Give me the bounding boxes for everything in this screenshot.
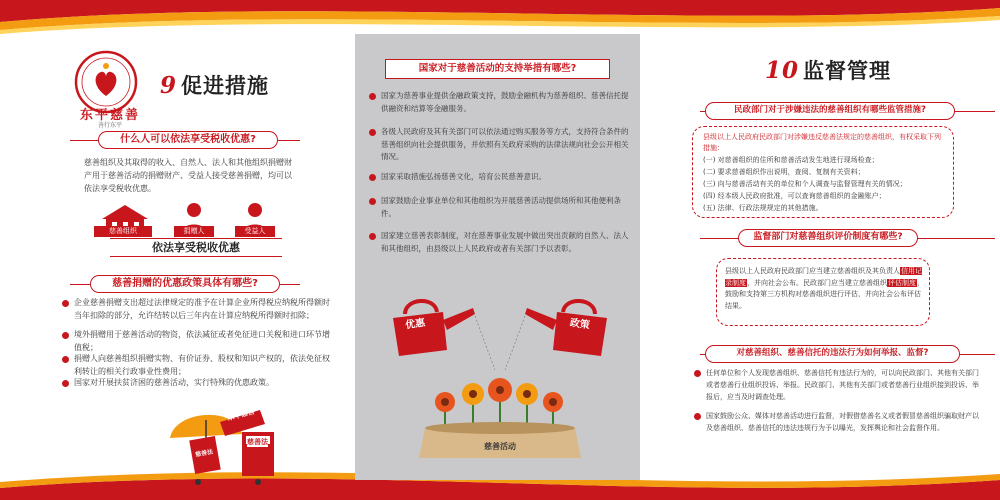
- support-measure-item: 国家建立慈善表彰制度，对在慈善事业发展中做出突出贡献的自然人、法人和其他组织，由县级以上人民政府或者有关部门予以表彰。: [369, 230, 629, 255]
- section-9-title: [160, 70, 269, 100]
- illustration-book-left: 慈善法: [194, 448, 214, 459]
- report-violation-item: 国家鼓励公众、媒体对慈善活动进行监督，对假借慈善名义或者假冒慈善组织骗取财产以及慈善组织、慈善信托的违法违规行为予以曝光，发挥舆论和社会监督作用。: [694, 410, 984, 434]
- support-measures-title: 国家对于慈善活动的支持举措有哪些?: [385, 59, 610, 79]
- regulatory-measures-intro: 县级以上人民政府民政部门对涉嫌违反慈善法规定的慈善组织，有权采取下列措施：: [703, 133, 941, 152]
- flower-bed-label: 慈善活动: [484, 442, 516, 451]
- evaluation-system-box: [716, 258, 930, 326]
- question-evaluation-system-title: 监督部门对慈善组织评价制度有哪些?: [738, 229, 918, 247]
- donation-policy-item: 国家对开展扶贫济困的慈善活动，实行特殊的优惠政策。: [62, 377, 334, 390]
- panel-support-measures: [355, 34, 640, 480]
- watering-can-right-label: 政策: [569, 317, 591, 332]
- icon-label-charity-org: 慈善组织: [94, 226, 152, 237]
- section-10-title: [765, 55, 891, 85]
- credit-record-highlight: 信用记录制度: [725, 267, 922, 287]
- regulatory-measure-item: (四) 经本级人民政府批准，可以查询慈善组织的金融账户；: [703, 192, 886, 200]
- illustration-banner-text: 东平慈善: [226, 407, 256, 423]
- support-measure-item: 各级人民政府及其有关部门可以依法通过购买服务等方式，支持符合条件的慈善组织向社会提供服务，并依照有关政府采购的法律法规向社会公开相关情况。: [369, 126, 629, 164]
- evaluation-text-part: 县级以上人民政府民政部门应当建立慈善组织及其负责人: [725, 267, 900, 275]
- brand-slogan: 善行东平: [97, 122, 122, 129]
- support-measure-item: 国家采取措施弘扬慈善文化，培育公民慈善意识。: [369, 171, 629, 184]
- panel-supervision: [660, 0, 1000, 500]
- support-measure-item: 国家鼓励企业事业单位和其他组织为开展慈善活动提供场所和其他便利条件。: [369, 195, 629, 220]
- evaluation-system-highlight: 评估制度: [888, 278, 916, 287]
- brand-name: 东平慈善: [79, 108, 140, 123]
- question-donation-policies-title: 慈善捐赠的优惠政策具体有哪些?: [90, 275, 280, 293]
- charity-law-illustration: [150, 390, 300, 490]
- regulatory-measures-box: [692, 126, 954, 218]
- evaluation-text-part: ，并向社会公布。民政部门应当建立慈善组织: [747, 278, 887, 287]
- regulatory-measure-item: (三) 向与慈善活动有关的单位和个人调查与监督管理有关的情况；: [703, 180, 907, 188]
- donation-policy-item: 企业慈善捐赠支出超过法律规定的准予在计算企业所得税应纳税所得额时当年扣除的部分，允许结转以后三年内在计算应纳税所得额时扣除；: [62, 297, 334, 322]
- section-9-number: 9: [160, 72, 178, 99]
- donation-policy-item: 捐赠人向慈善组织捐赠实物、有价证券、股权和知识产权的，依法免征权利转让的相关行政事业性费用；: [62, 353, 334, 378]
- icon-label-donor: 捐赠人: [174, 226, 214, 237]
- tax-incentive-text: 慈善组织及其取得的收入、自然人、法人和其他组织捐赠财产用于慈善活动的捐赠财产、受益人接受慈善捐赠，均可以依法享受税收优惠。: [84, 158, 292, 193]
- support-measure-item: 国家为慈善事业提供金融政策支持，鼓励金融机构为慈善组织、慈善信托提供融资和结算等金融服务。: [369, 90, 629, 115]
- regulatory-measure-item: (一) 对慈善组织的住所和慈善活动发生地进行现场检查；: [703, 156, 879, 164]
- report-violation-item: 任何单位和个人发现慈善组织、慈善信托有违法行为的，可以向民政部门、其他有关部门或者慈善行业组织投诉、举报。民政部门、其他有关部门或者慈善行业组织接到投诉、举报后，应当及时调查处理。: [694, 367, 984, 403]
- watering-can-left-label: 优惠: [404, 317, 426, 332]
- illustration-book-right: 慈善法: [247, 438, 268, 446]
- evaluation-system-text: [725, 266, 925, 312]
- regulatory-measure-item: (五) 法律、行政法规规定的其他措施。: [703, 204, 823, 212]
- regulatory-measure-item: (二) 要求慈善组织作出说明，查阅、复制有关资料；: [703, 168, 865, 176]
- tax-incentive-banner: 依法享受税收优惠: [110, 238, 282, 257]
- question-tax-incentive-title: 什么人可以依法享受税收优惠?: [98, 131, 278, 149]
- question-report-violations-title: 对慈善组织、慈善信托的违法行为如何举报、监督?: [705, 345, 960, 363]
- panel-promotion-measures: [0, 0, 345, 500]
- donation-policy-item: 境外捐赠用于慈善活动的物资，依法减征或者免征进口关税和进口环节增值税；: [62, 329, 334, 354]
- section-9-title-text: 促进措施: [181, 73, 270, 98]
- question-regulatory-measures-title: 民政部门对于涉嫌违法的慈善组织有哪些监管措施?: [705, 102, 955, 120]
- section-10-number: 10: [765, 57, 800, 84]
- evaluation-text-part: ，鼓励和支持第三方机构对慈善组织进行评估，并向社会公布评估结果。: [725, 278, 924, 310]
- section-10-title-text: 监督管理: [803, 58, 892, 83]
- icon-label-beneficiary: 受益人: [235, 226, 275, 237]
